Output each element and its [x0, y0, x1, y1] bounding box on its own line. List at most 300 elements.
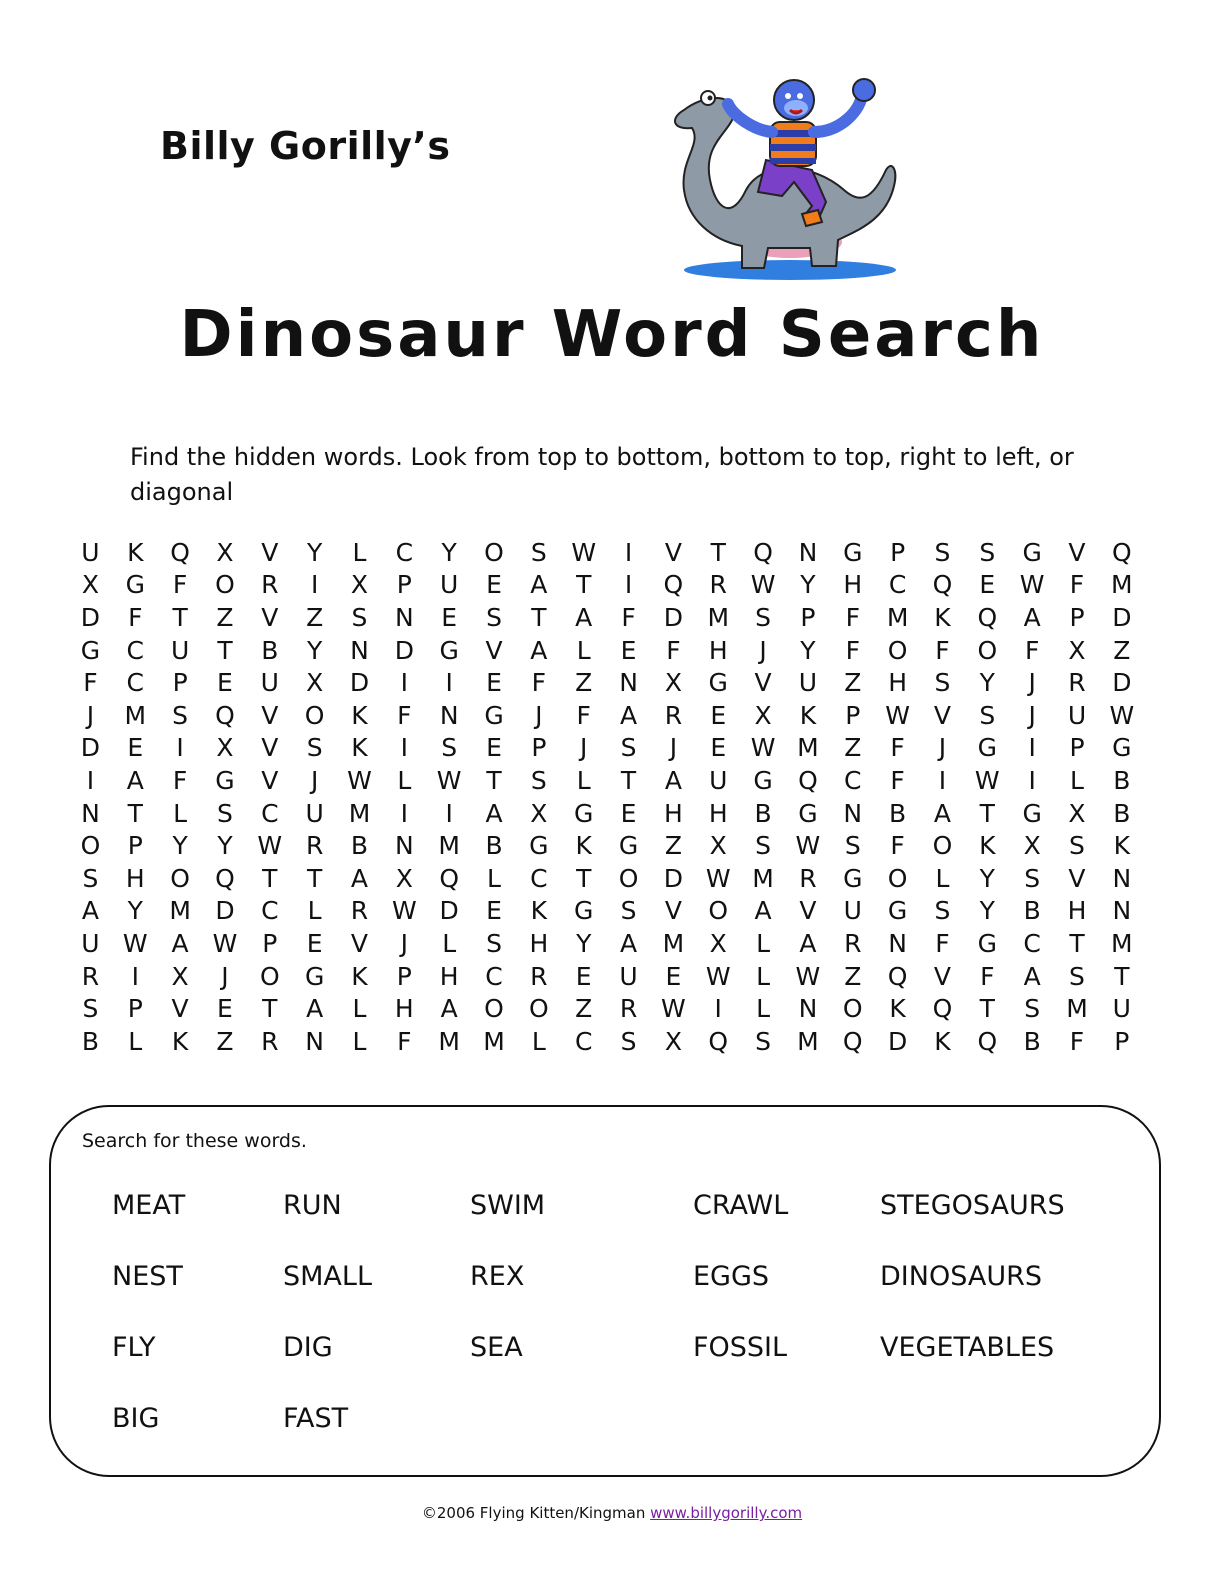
grid-letter: D	[349, 668, 370, 698]
copyright-text: ©2006 Flying Kitten/Kingman	[421, 1504, 646, 1522]
grid-letter: J	[759, 635, 767, 665]
grid-letter: D	[663, 602, 684, 632]
grid-letter: S	[441, 733, 458, 763]
grid-letter: D	[80, 733, 101, 763]
grid-letter: K	[127, 537, 144, 567]
brand-title: Billy Gorilly’s	[160, 124, 451, 168]
grid-letter: S	[934, 896, 951, 926]
grid-letter: L	[1070, 765, 1084, 795]
grid-letter: G	[977, 928, 997, 958]
grid-letter: X	[216, 537, 234, 567]
grid-letter: F	[531, 668, 547, 698]
grid-letter: Z	[575, 994, 593, 1024]
grid-letter: L	[756, 994, 771, 1024]
grid-letter: E	[217, 668, 233, 698]
grid-row	[68, 1025, 1144, 1058]
grid-letter: L	[531, 1026, 546, 1056]
grid-letter: Y	[127, 896, 143, 926]
grid-letter: W	[391, 896, 417, 926]
grid-letter: T	[710, 537, 726, 567]
grid-letter: S	[82, 994, 99, 1024]
grid-letter: I	[445, 798, 453, 828]
grid-letter: F	[666, 635, 681, 665]
grid-letter: X	[81, 570, 99, 600]
grid-letter: W	[347, 765, 372, 795]
grid-letter: S	[979, 537, 996, 567]
grid-letter: G	[1022, 537, 1042, 567]
grid-letter: K	[530, 896, 548, 926]
grid-letter: Q	[663, 570, 684, 600]
grid-letter: P	[1069, 602, 1085, 632]
grid-letter: S	[530, 765, 547, 795]
grid-letter: Y	[307, 537, 323, 567]
grid-letter: O	[932, 831, 953, 861]
word-item: STEGOSAURS	[880, 1190, 1065, 1221]
grid-letter: E	[441, 602, 458, 632]
grid-letter: T	[307, 863, 323, 893]
grid-letter: R	[530, 961, 548, 991]
grid-letter: V	[350, 928, 369, 958]
grid-letter: Z	[844, 668, 862, 698]
grid-letter: W	[1019, 570, 1045, 600]
grid-letter: S	[351, 602, 368, 632]
grid-letter: S	[844, 831, 861, 861]
grid-letter: B	[485, 831, 503, 861]
grid-letter: G	[529, 831, 549, 861]
grid-letter: F	[935, 635, 950, 665]
grid-letter: O	[170, 863, 190, 893]
grid-letter: T	[1069, 928, 1085, 958]
grid-letter: B	[1113, 798, 1131, 828]
grid-letter: L	[442, 928, 457, 958]
grid-row	[68, 764, 1144, 797]
grid-letter: G	[574, 896, 594, 926]
grid-letter: L	[576, 765, 591, 795]
grid-letter: V	[261, 602, 279, 632]
grid-letter: W	[974, 765, 1000, 795]
grid-letter: O	[618, 863, 639, 893]
grid-letter: T	[217, 635, 233, 665]
grid-letter: O	[259, 961, 280, 991]
grid-letter: A	[664, 765, 682, 795]
grid-letter: G	[618, 831, 639, 861]
grid-letter: T	[979, 798, 995, 828]
grid-letter: P	[396, 961, 412, 991]
grid-letter: I	[310, 570, 319, 600]
grid-letter: H	[708, 635, 728, 665]
grid-letter: P	[1114, 1026, 1130, 1056]
grid-row	[68, 797, 1144, 830]
grid-letter: T	[127, 798, 143, 828]
grid-letter: S	[1069, 961, 1085, 991]
grid-letter: Z	[216, 602, 234, 632]
grid-letter: W	[1109, 700, 1135, 730]
grid-letter: T	[979, 994, 995, 1024]
word-item: BIG	[112, 1403, 160, 1434]
grid-letter: V	[1068, 537, 1086, 567]
grid-letter: P	[172, 668, 188, 698]
grid-letter: J	[221, 961, 229, 991]
grid-letter: G	[1022, 798, 1042, 828]
grid-letter: E	[486, 668, 502, 698]
grid-letter: R	[1068, 668, 1086, 698]
grid-letter: E	[306, 928, 323, 958]
grid-letter: K	[171, 1026, 189, 1056]
grid-letter: A	[619, 928, 638, 958]
grid-letter: O	[484, 994, 504, 1024]
grid-letter: L	[935, 863, 950, 893]
grid-letter: R	[709, 570, 727, 600]
word-item: NEST	[112, 1261, 183, 1292]
grid-letter: J	[1028, 700, 1036, 730]
grid-letter: F	[172, 765, 188, 795]
grid-letter: W	[257, 831, 283, 861]
grid-letter: X	[1023, 831, 1041, 861]
grid-letter: N	[350, 635, 369, 665]
grid-row	[68, 601, 1144, 634]
grid-letter: M	[348, 798, 371, 828]
grid-letter: Q	[887, 961, 908, 991]
grid-letter: C	[888, 570, 907, 600]
grid-letter: A	[799, 928, 817, 958]
word-item: SMALL	[283, 1261, 372, 1292]
grid-letter: F	[845, 635, 860, 665]
grid-letter: Z	[1113, 635, 1131, 665]
grid-letter: P	[127, 994, 143, 1024]
instructions: Find the hidden words. Look from top to bottom, bottom to top, right to left, or diagonal	[130, 443, 1074, 506]
grid-letter: F	[1024, 635, 1040, 665]
grid-letter: S	[1069, 831, 1085, 861]
grid-letter: J	[310, 765, 319, 795]
grid-letter: S	[979, 700, 996, 730]
word-item: FLY	[112, 1332, 156, 1363]
grid-letter: S	[620, 896, 637, 926]
grid-letter: T	[1114, 961, 1130, 991]
grid-letter: S	[1024, 863, 1041, 893]
grid-letter: P	[1069, 733, 1085, 763]
grid-letter: M	[886, 602, 909, 632]
grid-letter: M	[797, 733, 819, 763]
grid-letter: M	[1066, 994, 1088, 1024]
grid-letter: W	[750, 733, 776, 763]
grid-row	[68, 569, 1144, 602]
grid-letter: G	[439, 635, 459, 665]
grid-letter: A	[754, 896, 772, 926]
grid-row	[68, 829, 1144, 862]
grid-letter: R	[261, 1026, 279, 1056]
grid-letter: Q	[977, 602, 998, 632]
grid-row	[68, 927, 1144, 960]
grid-letter: C	[261, 896, 279, 926]
grid-letter: L	[352, 994, 367, 1024]
grid-letter: V	[261, 765, 279, 795]
grid-letter: V	[933, 700, 951, 730]
grid-letter: G	[304, 961, 325, 991]
grid-letter: I	[938, 765, 947, 795]
grid-letter: N	[798, 537, 818, 567]
grid-letter: Q	[215, 700, 235, 730]
grid-letter: S	[306, 733, 323, 763]
grid-letter: L	[307, 896, 322, 926]
grid-letter: H	[1067, 896, 1087, 926]
grid-letter: X	[1068, 635, 1086, 665]
grid-letter: F	[172, 570, 188, 600]
grid-letter: I	[176, 733, 184, 763]
grid-letter: N	[888, 928, 907, 958]
grid-letter: S	[530, 537, 547, 567]
grid-letter: W	[212, 928, 238, 958]
grid-letter: T	[576, 570, 592, 600]
grid-letter: H	[843, 570, 863, 600]
grid-letter: V	[933, 961, 951, 991]
grid-letter: E	[979, 570, 996, 600]
grid-letter: V	[261, 700, 279, 730]
grid-letter: P	[396, 570, 412, 600]
gorilla-arm-left	[728, 104, 772, 132]
grid-letter: V	[664, 896, 682, 926]
grid-letter: X	[350, 570, 369, 600]
grid-letter: V	[485, 635, 503, 665]
grid-letter: U	[170, 635, 190, 665]
grid-letter: N	[394, 602, 414, 632]
grid-letter: E	[620, 798, 637, 828]
grid-letter: S	[486, 928, 502, 958]
grid-letter: C	[530, 863, 548, 893]
grid-letter: W	[885, 700, 910, 730]
grid-letter: U	[843, 896, 862, 926]
grid-letter: G	[843, 537, 863, 567]
grid-letter: M	[438, 831, 460, 861]
grid-row	[68, 634, 1144, 667]
grid-letter: B	[350, 831, 369, 861]
grid-letter: V	[1068, 863, 1086, 893]
grid-letter: U	[260, 668, 279, 698]
grid-letter: U	[619, 961, 638, 991]
grid-letter: I	[445, 668, 453, 698]
grid-letter: L	[397, 765, 412, 795]
grid-letter: H	[439, 961, 459, 991]
grid-letter: L	[352, 1026, 367, 1056]
grid-letter: K	[799, 700, 817, 730]
footer	[0, 1504, 1224, 1522]
grid-letter: R	[619, 994, 638, 1024]
grid-letter: Q	[977, 1026, 998, 1056]
grid-letter: A	[933, 798, 951, 828]
grid-letter: A	[171, 928, 189, 958]
grid-letter: K	[889, 994, 906, 1024]
grid-letter: W	[705, 863, 731, 893]
grid-letter: U	[305, 798, 324, 828]
grid-letter: K	[351, 700, 368, 730]
grid-letter: H	[708, 798, 728, 828]
grid-letter: F	[83, 668, 98, 698]
grid-letter: S	[172, 700, 189, 730]
grid-letter: B	[261, 635, 279, 665]
grid-letter: S	[217, 798, 233, 828]
grid-letter: I	[624, 570, 633, 600]
grid-letter: Q	[708, 1026, 729, 1056]
grid-letter: E	[710, 700, 727, 730]
grid-letter: R	[664, 700, 683, 730]
grid-letter: P	[531, 733, 547, 763]
grid-letter: U	[1112, 994, 1131, 1024]
grid-letter: N	[305, 1026, 324, 1056]
grid-letter: A	[440, 994, 458, 1024]
grid-letter: Y	[217, 831, 233, 861]
grid-letter: J	[86, 700, 95, 730]
grid-letter: W	[750, 570, 776, 600]
word-item: SWIM	[470, 1190, 546, 1221]
grid-letter: P	[262, 928, 278, 958]
grid-letter: I	[400, 668, 409, 698]
grid-letter: F	[935, 928, 950, 958]
grid-letter: O	[842, 994, 863, 1024]
grid-letter: G	[1112, 733, 1132, 763]
grid-letter: J	[400, 928, 409, 958]
grid-letter: T	[262, 863, 278, 893]
grid-letter: V	[754, 668, 772, 698]
website-link[interactable]: www.billygorilly.com	[650, 1504, 803, 1522]
gorilla-hand	[853, 79, 875, 101]
grid-letter: Q	[170, 537, 190, 567]
grid-letter: K	[351, 733, 368, 763]
grid-letter: Z	[575, 668, 593, 698]
grid-letter: Q	[842, 1026, 863, 1056]
grid-letter: A	[306, 994, 324, 1024]
grid-letter: Q	[753, 537, 773, 567]
grid-letter: O	[484, 537, 504, 567]
grid-letter: B	[889, 798, 907, 828]
grid-letter: Q	[215, 863, 235, 893]
grid-letter: H	[888, 668, 908, 698]
dinosaur-gorilla-illustration	[662, 70, 922, 285]
grid-letter: X	[395, 863, 413, 893]
grid-letter: Q	[1111, 537, 1132, 567]
grid-letter: M	[1111, 570, 1133, 600]
grid-letter: Y	[979, 668, 995, 698]
ground-shadow	[684, 260, 896, 280]
grid-letter: G	[574, 798, 594, 828]
grid-letter: Q	[932, 994, 953, 1024]
grid-letter: E	[575, 961, 592, 991]
grid-letter: I	[131, 961, 139, 991]
grid-row	[68, 666, 1144, 699]
grid-letter: K	[1113, 831, 1131, 861]
grid-row	[68, 895, 1144, 928]
grid-letter: M	[438, 1026, 460, 1056]
grid-letter: G	[843, 863, 863, 893]
grid-letter: G	[215, 765, 235, 795]
grid-letter: B	[1023, 1026, 1041, 1056]
grid-letter: T	[172, 602, 188, 632]
grid-letter: U	[81, 928, 100, 958]
grid-letter: F	[397, 1026, 412, 1056]
grid-letter: V	[261, 733, 279, 763]
grid-letter: W	[795, 961, 821, 991]
grid-letter: E	[665, 961, 682, 991]
grid-letter: F	[128, 602, 143, 632]
grid-letter: K	[934, 602, 951, 632]
grid-letter: I	[1028, 765, 1036, 795]
grid-letter: X	[664, 1026, 682, 1056]
grid-letter: K	[979, 831, 996, 861]
grid-letter: M	[1111, 928, 1133, 958]
grid-letter: Y	[979, 863, 995, 893]
grid-letter: R	[844, 928, 862, 958]
grid-letter: Y	[800, 570, 816, 600]
grid-letter: T	[486, 765, 502, 795]
grid-letter: H	[663, 798, 683, 828]
grid-letter: A	[530, 635, 548, 665]
word-item: MEAT	[112, 1190, 186, 1221]
grid-letter: U	[709, 765, 728, 795]
grid-letter: J	[535, 700, 543, 730]
grid-letter: O	[304, 700, 325, 730]
grid-letter: S	[934, 668, 951, 698]
grid-letter: B	[1023, 896, 1041, 926]
grid-letter: Y	[576, 928, 592, 958]
grid-letter: L	[352, 537, 367, 567]
word-item: EGGS	[693, 1261, 770, 1292]
grid-letter: E	[127, 733, 144, 763]
grid-letter: D	[80, 602, 101, 632]
grid-letter: N	[439, 700, 459, 730]
grid-letter: T	[576, 863, 592, 893]
grid-letter: L	[576, 635, 591, 665]
grid-letter: C	[126, 635, 144, 665]
grid-letter: G	[887, 896, 908, 926]
grid-letter: G	[484, 700, 504, 730]
grid-letter: X	[664, 668, 682, 698]
grid-letter: W	[571, 537, 597, 567]
grid-letter: V	[171, 994, 189, 1024]
grid-letter: M	[124, 700, 147, 730]
grid-letter: K	[351, 961, 368, 991]
grid-letter: T	[620, 765, 637, 795]
grid-letter: O	[887, 863, 908, 893]
grid-letter: P	[800, 602, 816, 632]
grid-letter: S	[755, 831, 772, 861]
grid-letter: S	[755, 602, 772, 632]
grid-letter: S	[620, 1026, 637, 1056]
grid-letter: A	[575, 602, 593, 632]
grid-letter: W	[705, 961, 731, 991]
grid-letter: E	[486, 570, 502, 600]
grid-letter: P	[845, 700, 861, 730]
grid-letter: X	[1068, 798, 1086, 828]
grid-letter: I	[624, 537, 633, 567]
grid-letter: C	[395, 537, 414, 567]
grid-letter: J	[669, 733, 678, 763]
grid-letter: D	[887, 1026, 908, 1056]
grid-letter: D	[1112, 602, 1132, 632]
grid-letter: G	[798, 798, 818, 828]
grid-letter: F	[397, 700, 412, 730]
grid-letter: E	[620, 635, 637, 665]
word-list-label: Search for these words.	[82, 1130, 307, 1152]
grid-letter: O	[80, 831, 101, 861]
grid-letter: K	[934, 1026, 951, 1056]
grid-row	[68, 862, 1144, 895]
grid-letter: M	[752, 863, 774, 893]
grid-letter: U	[81, 537, 100, 567]
grid-letter: O	[708, 896, 729, 926]
grid-letter: X	[530, 798, 548, 828]
grid-letter: C	[485, 961, 503, 991]
grid-letter: F	[621, 602, 636, 632]
word-item: RUN	[283, 1190, 342, 1221]
grid-letter: D	[1112, 668, 1132, 698]
